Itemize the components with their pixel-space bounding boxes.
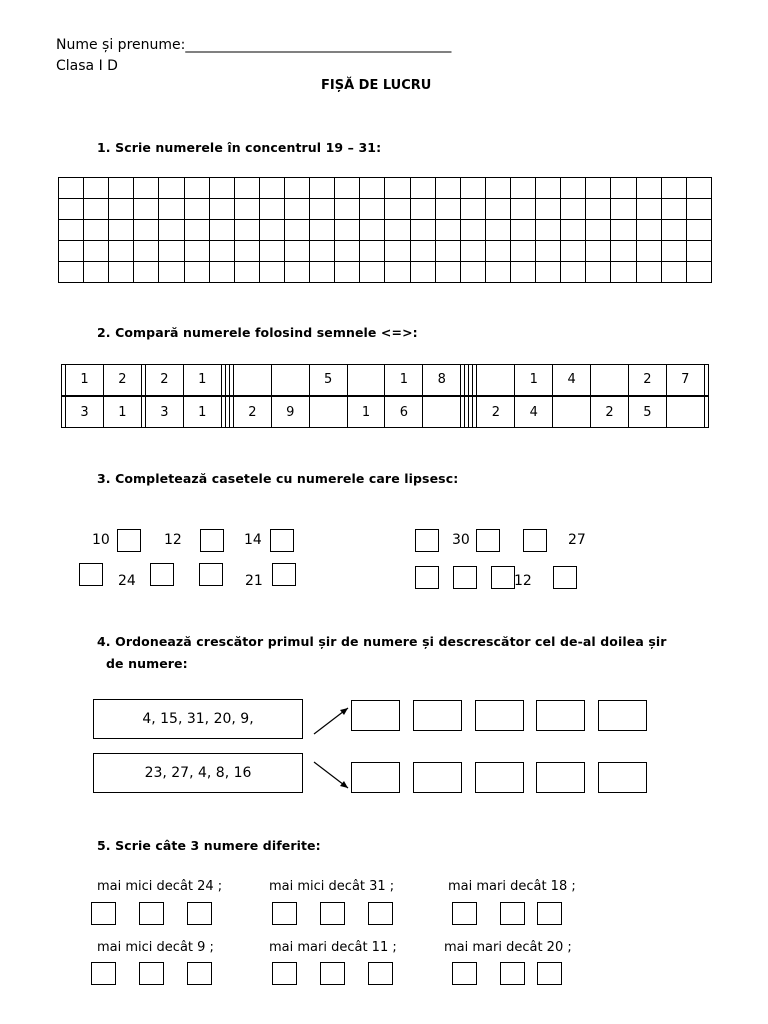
answer-box[interactable]	[452, 902, 477, 925]
grid-cell[interactable]	[561, 199, 586, 220]
grid-cell[interactable]	[460, 220, 485, 241]
grid-cell[interactable]	[385, 178, 410, 199]
grid-cell[interactable]	[134, 199, 159, 220]
arrow-up-right-icon	[310, 700, 354, 740]
arrow-down-right-icon	[310, 756, 354, 796]
digit-cell: 6	[385, 397, 423, 428]
answer-box[interactable]	[523, 529, 547, 552]
grid-cell[interactable]	[284, 178, 309, 199]
digit-cell: 2	[591, 397, 629, 428]
grid-cell[interactable]	[335, 220, 360, 241]
answer-box[interactable]	[272, 962, 297, 985]
grid-cell[interactable]	[310, 241, 335, 262]
grid-cell[interactable]	[84, 199, 109, 220]
grid-cell[interactable]	[460, 241, 485, 262]
order-box[interactable]	[536, 762, 585, 793]
grid-cell[interactable]	[435, 199, 460, 220]
answer-box[interactable]	[320, 902, 345, 925]
grid-cell[interactable]	[686, 262, 711, 283]
grid-cell[interactable]	[159, 262, 184, 283]
order-box[interactable]	[413, 700, 462, 731]
task3-instruction: 3. Completează casetele cu numerele care lipsesc:	[97, 471, 459, 486]
grid-cell[interactable]	[184, 220, 209, 241]
grid-cell[interactable]	[410, 241, 435, 262]
condition-label: mai mici decât 31 ;	[269, 879, 395, 894]
grid-cell[interactable]	[536, 241, 561, 262]
grid-cell[interactable]	[611, 241, 636, 262]
answer-box[interactable]	[270, 529, 294, 552]
condition-label: mai mari decât 18 ;	[448, 879, 576, 894]
digit-cell: 1	[183, 397, 221, 428]
grid-cell[interactable]	[661, 220, 686, 241]
digit-cell: 4	[553, 365, 591, 396]
grid-cell[interactable]	[561, 220, 586, 241]
answer-box[interactable]	[452, 962, 477, 985]
grid-cell[interactable]	[209, 241, 234, 262]
grid-cell[interactable]	[184, 178, 209, 199]
grid-cell[interactable]	[636, 241, 661, 262]
grid-cell[interactable]	[109, 241, 134, 262]
grid-cell[interactable]	[284, 199, 309, 220]
answer-box[interactable]	[272, 902, 297, 925]
name-label: Nume și prenume:______________________________________	[56, 37, 452, 53]
digit-cell: 1	[66, 365, 104, 396]
answer-box[interactable]	[453, 566, 477, 589]
order-box[interactable]	[536, 700, 585, 731]
digit-cell	[704, 397, 708, 428]
number: 27	[568, 532, 586, 548]
grid-cell[interactable]	[310, 178, 335, 199]
grid-cell[interactable]	[209, 220, 234, 241]
grid-cell[interactable]	[335, 262, 360, 283]
answer-box[interactable]	[537, 902, 562, 925]
grid-cell[interactable]	[284, 241, 309, 262]
digit-cell: 3	[66, 397, 104, 428]
number: 21	[245, 573, 263, 589]
grid-cell[interactable]	[510, 199, 535, 220]
grid-cell[interactable]	[686, 199, 711, 220]
condition-label: mai mari decât 20 ;	[444, 940, 572, 955]
grid-cell[interactable]	[310, 220, 335, 241]
answer-box[interactable]	[199, 563, 223, 586]
grid-cell[interactable]	[259, 241, 284, 262]
grid-cell[interactable]	[84, 220, 109, 241]
grid-cell[interactable]	[310, 262, 335, 283]
grid-cell[interactable]	[59, 178, 84, 199]
grid-cell[interactable]	[435, 241, 460, 262]
digit-cell: 3	[145, 397, 183, 428]
grid-cell[interactable]	[184, 199, 209, 220]
digit-cell	[233, 365, 271, 396]
grid-cell[interactable]	[84, 241, 109, 262]
grid-cell[interactable]	[259, 199, 284, 220]
grid-cell[interactable]	[661, 262, 686, 283]
digit-cell	[704, 365, 708, 396]
writing-grid[interactable]	[58, 177, 712, 283]
answer-box[interactable]	[368, 902, 393, 925]
grid-cell[interactable]	[335, 241, 360, 262]
grid-cell[interactable]	[134, 178, 159, 199]
answer-box[interactable]	[79, 563, 103, 586]
grid-cell[interactable]	[184, 241, 209, 262]
grid-cell[interactable]	[586, 178, 611, 199]
order-box[interactable]	[598, 700, 647, 731]
grid-cell[interactable]	[109, 262, 134, 283]
order-box[interactable]	[351, 762, 400, 793]
grid-cell[interactable]	[259, 220, 284, 241]
digit-cell: 7	[666, 365, 704, 396]
grid-cell[interactable]	[159, 178, 184, 199]
number: 24	[118, 573, 136, 589]
task2-instruction: 2. Compară numerele folosind semnele <=>:	[97, 325, 418, 340]
grid-cell[interactable]	[586, 199, 611, 220]
digit-cell: 2	[103, 365, 141, 396]
worksheet-title: FIȘĂ DE LUCRU	[321, 78, 432, 93]
task4-instruction-cont: de numere:	[106, 656, 188, 671]
grid-cell[interactable]	[435, 178, 460, 199]
grid-cell[interactable]	[134, 241, 159, 262]
grid-cell[interactable]	[109, 199, 134, 220]
sequence-box-1: 4, 15, 31, 20, 9,	[93, 699, 303, 739]
answer-box[interactable]	[200, 529, 224, 552]
grid-cell[interactable]	[159, 241, 184, 262]
answer-box[interactable]	[91, 962, 116, 985]
grid-cell[interactable]	[284, 220, 309, 241]
digit-cell	[666, 397, 704, 428]
compare-row	[62, 397, 709, 428]
digit-cell	[423, 397, 461, 428]
grid-cell[interactable]	[209, 178, 234, 199]
answer-box[interactable]	[415, 529, 439, 552]
grid-cell[interactable]	[636, 178, 661, 199]
grid-cell[interactable]	[586, 241, 611, 262]
task5-instruction: 5. Scrie câte 3 numere diferite:	[97, 838, 321, 853]
grid-cell[interactable]	[686, 178, 711, 199]
grid-cell[interactable]	[410, 220, 435, 241]
grid-cell[interactable]	[536, 220, 561, 241]
grid-cell[interactable]	[435, 220, 460, 241]
digit-cell: 5	[309, 365, 347, 396]
digit-cell: 5	[628, 397, 666, 428]
grid-cell[interactable]	[586, 262, 611, 283]
answer-box[interactable]	[150, 563, 174, 586]
task4-instruction: 4. Ordonează crescător primul șir de numere și descrescător cel de-al doilea șir	[97, 634, 667, 649]
order-box[interactable]	[598, 762, 647, 793]
digit-cell: 1	[515, 365, 553, 396]
grid-row	[59, 262, 712, 283]
grid-cell[interactable]	[385, 220, 410, 241]
order-box[interactable]	[475, 762, 524, 793]
grid-cell[interactable]	[184, 262, 209, 283]
class-label: Clasa I D	[56, 58, 118, 74]
grid-cell[interactable]	[84, 178, 109, 199]
number: 30	[452, 532, 470, 548]
grid-cell[interactable]	[385, 199, 410, 220]
compare-table[interactable]	[61, 364, 709, 428]
grid-cell[interactable]	[485, 241, 510, 262]
digit-cell: 2	[477, 397, 515, 428]
number: 12	[514, 573, 532, 589]
grid-cell[interactable]	[561, 178, 586, 199]
grid-cell[interactable]	[335, 199, 360, 220]
grid-row	[59, 220, 712, 241]
grid-cell[interactable]	[109, 178, 134, 199]
task1-instruction: 1. Scrie numerele în concentrul 19 – 31:	[97, 140, 382, 155]
number: 10	[92, 532, 110, 548]
answer-box[interactable]	[187, 902, 212, 925]
grid-cell[interactable]	[686, 241, 711, 262]
grid-cell[interactable]	[259, 262, 284, 283]
grid-cell[interactable]	[109, 220, 134, 241]
grid-cell[interactable]	[636, 199, 661, 220]
digit-cell	[347, 365, 385, 396]
grid-cell[interactable]	[460, 178, 485, 199]
answer-box[interactable]	[500, 902, 525, 925]
answer-box[interactable]	[139, 902, 164, 925]
answer-box[interactable]	[139, 962, 164, 985]
grid-cell[interactable]	[234, 178, 259, 199]
answer-box[interactable]	[415, 566, 439, 589]
grid-cell[interactable]	[209, 262, 234, 283]
grid-cell[interactable]	[661, 199, 686, 220]
grid-cell[interactable]	[84, 262, 109, 283]
compare-row	[62, 365, 709, 396]
digit-cell: 9	[271, 397, 309, 428]
grid-cell[interactable]	[510, 220, 535, 241]
grid-row	[59, 241, 712, 262]
grid-cell[interactable]	[686, 220, 711, 241]
grid-cell[interactable]	[284, 262, 309, 283]
grid-cell[interactable]	[536, 199, 561, 220]
grid-cell[interactable]	[134, 220, 159, 241]
grid-cell[interactable]	[661, 241, 686, 262]
answer-box[interactable]	[91, 902, 116, 925]
grid-cell[interactable]	[335, 178, 360, 199]
grid-cell[interactable]	[510, 241, 535, 262]
sequence-box-2: 23, 27, 4, 8, 16	[93, 753, 303, 793]
grid-cell[interactable]	[460, 262, 485, 283]
grid-cell[interactable]	[661, 178, 686, 199]
grid-cell[interactable]	[59, 220, 84, 241]
grid-cell[interactable]	[360, 178, 385, 199]
grid-cell[interactable]	[510, 262, 535, 283]
grid-cell[interactable]	[234, 220, 259, 241]
answer-box[interactable]	[368, 962, 393, 985]
digit-cell: 1	[385, 365, 423, 396]
digit-cell: 1	[347, 397, 385, 428]
grid-cell[interactable]	[209, 199, 234, 220]
grid-cell[interactable]	[561, 241, 586, 262]
answer-box[interactable]	[117, 529, 141, 552]
grid-cell[interactable]	[234, 199, 259, 220]
digit-cell	[271, 365, 309, 396]
answer-box[interactable]	[500, 962, 525, 985]
grid-cell[interactable]	[611, 178, 636, 199]
condition-label: mai mari decât 11 ;	[269, 940, 397, 955]
grid-cell[interactable]	[134, 262, 159, 283]
grid-row	[59, 178, 712, 199]
digit-cell	[309, 397, 347, 428]
condition-label: mai mici decât 24 ;	[97, 879, 223, 894]
grid-cell[interactable]	[611, 220, 636, 241]
grid-cell[interactable]	[460, 199, 485, 220]
answer-box[interactable]	[320, 962, 345, 985]
grid-cell[interactable]	[259, 178, 284, 199]
answer-box[interactable]	[476, 529, 500, 552]
grid-cell[interactable]	[310, 199, 335, 220]
digit-cell: 4	[515, 397, 553, 428]
grid-cell[interactable]	[485, 199, 510, 220]
grid-cell[interactable]	[360, 199, 385, 220]
grid-row	[59, 199, 712, 220]
grid-cell[interactable]	[611, 262, 636, 283]
digit-cell: 2	[145, 365, 183, 396]
grid-cell[interactable]	[59, 262, 84, 283]
order-box[interactable]	[475, 700, 524, 731]
grid-cell[interactable]	[234, 241, 259, 262]
grid-cell[interactable]	[159, 220, 184, 241]
grid-cell[interactable]	[410, 262, 435, 283]
grid-cell[interactable]	[410, 178, 435, 199]
grid-cell[interactable]	[485, 220, 510, 241]
answer-box[interactable]	[491, 566, 515, 589]
order-box[interactable]	[413, 762, 462, 793]
grid-cell[interactable]	[536, 262, 561, 283]
grid-cell[interactable]	[561, 262, 586, 283]
digit-cell	[553, 397, 591, 428]
grid-cell[interactable]	[435, 262, 460, 283]
grid-cell[interactable]	[159, 199, 184, 220]
grid-cell[interactable]	[360, 220, 385, 241]
digit-cell: 1	[183, 365, 221, 396]
grid-cell[interactable]	[510, 178, 535, 199]
grid-cell[interactable]	[234, 262, 259, 283]
digit-cell: 8	[423, 365, 461, 396]
grid-cell[interactable]	[586, 220, 611, 241]
digit-cell: 2	[233, 397, 271, 428]
condition-label: mai mici decât 9 ;	[97, 940, 214, 955]
order-box[interactable]	[351, 700, 400, 731]
answer-box[interactable]	[553, 566, 577, 589]
name-line[interactable]: ______________________________________	[185, 37, 452, 53]
digit-cell: 2	[628, 365, 666, 396]
grid-cell[interactable]	[611, 199, 636, 220]
number: 12	[164, 532, 182, 548]
grid-cell[interactable]	[385, 262, 410, 283]
digit-cell: 1	[103, 397, 141, 428]
answer-box[interactable]	[537, 962, 562, 985]
grid-cell[interactable]	[485, 178, 510, 199]
grid-cell[interactable]	[636, 220, 661, 241]
digit-cell	[591, 365, 629, 396]
answer-box[interactable]	[272, 563, 296, 586]
grid-cell[interactable]	[536, 178, 561, 199]
grid-cell[interactable]	[360, 241, 385, 262]
grid-cell[interactable]	[59, 199, 84, 220]
grid-cell[interactable]	[485, 262, 510, 283]
number: 14	[244, 532, 262, 548]
grid-cell[interactable]	[410, 199, 435, 220]
grid-cell[interactable]	[636, 262, 661, 283]
grid-cell[interactable]	[360, 262, 385, 283]
grid-cell[interactable]	[385, 241, 410, 262]
digit-cell	[477, 365, 515, 396]
answer-box[interactable]	[187, 962, 212, 985]
grid-cell[interactable]	[59, 241, 84, 262]
